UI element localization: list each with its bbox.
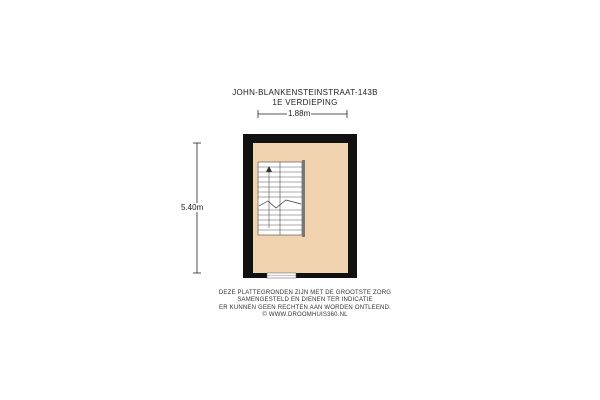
plan-subtitle: 1E VERDIEPING: [272, 98, 338, 107]
plan-title: JOHN-BLANKENSTEINSTRAAT-143B: [232, 88, 378, 97]
disclaimer-line: ER KUNNEN GEEN RECHTEN AAN WORDEN ONTLEEND.: [219, 304, 391, 311]
disclaimer: [0, 290, 600, 319]
disclaimer-line: SAMENGESTELD EN DIENEN TER INDICATIE: [237, 297, 373, 304]
width-dimension-label: 1.88m: [288, 109, 311, 118]
staircase: [258, 162, 302, 235]
height-dimension-label: 5.40m: [181, 203, 204, 212]
disclaimer-line: © WWW.DROOMHUIS360.NL: [262, 311, 348, 318]
stair-wall: [302, 160, 305, 237]
bottom-window: [267, 273, 296, 278]
disclaimer-line: DEZE PLATTEGRONDEN ZIJN MET DE GROOTSTE ZORG: [218, 290, 392, 296]
